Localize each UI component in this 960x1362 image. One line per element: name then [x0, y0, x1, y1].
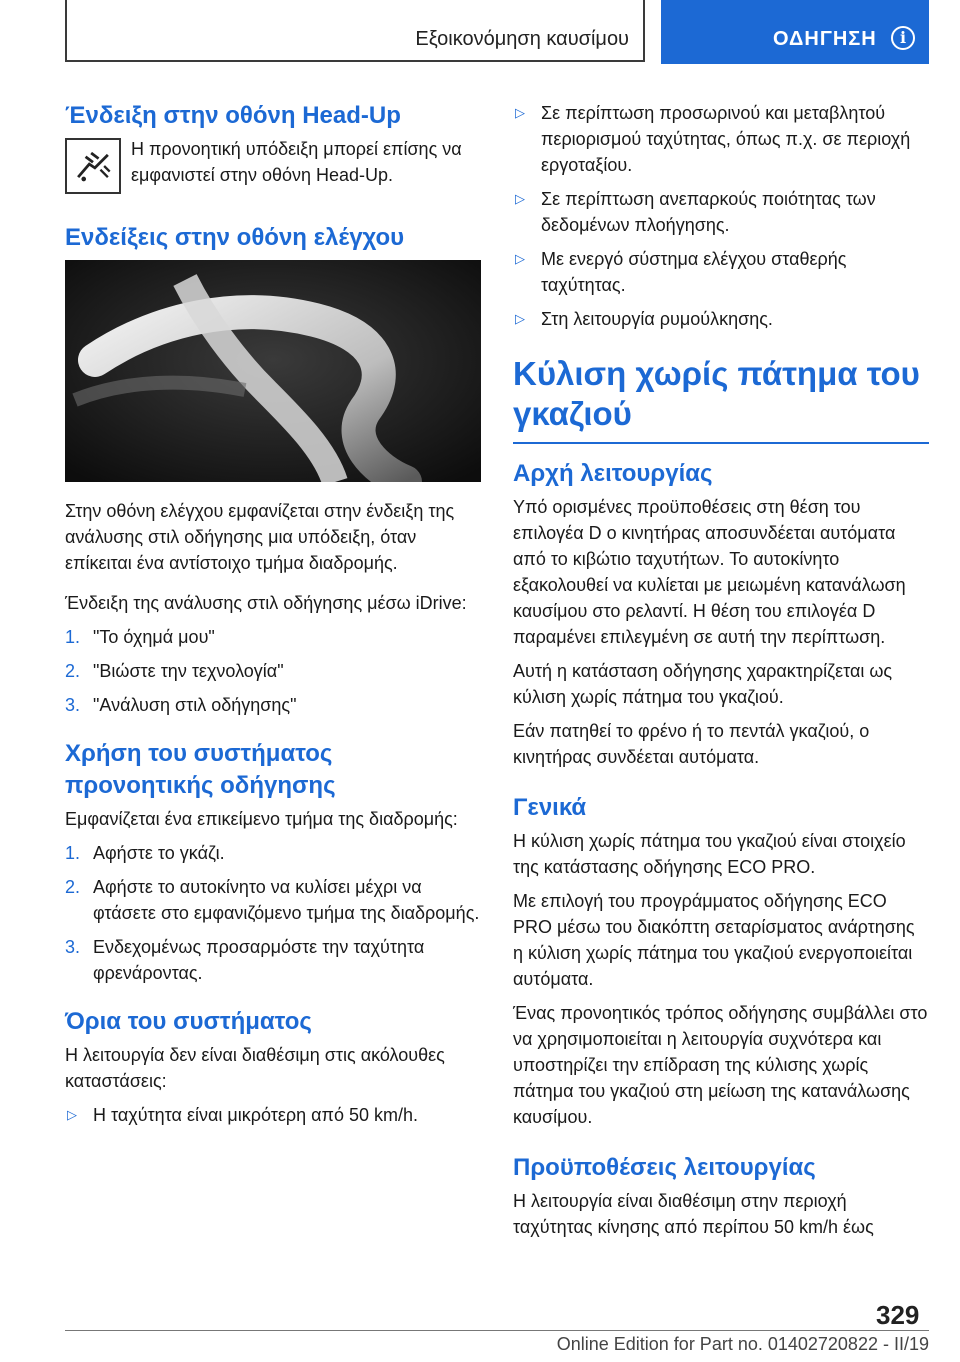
section-tab-label: Εξοικονόμηση καυσίμου — [415, 28, 629, 50]
general-text-3: Ένας προνοητικός τρόπος οδήγησης συμβάλλει στο να χρησιμοποιείται η λειτουργία συχνότερα και υποστηρίζει την επίδραση της κύλισης χωρίς πάτημα του γκαζιού στη μείωση της κατανάλωσης καυσίμου. — [513, 1003, 928, 1127]
control-display-text-1: Στην οθόνη ελέγχου εμφανίζεται στην ένδειξη της ανάλυσης στιλ οδήγησης μια υπόδειξη, όταν επίκειται ένα αντίστοιχο τμήμα διαδρομής. — [65, 501, 455, 573]
list-item: 3. Ενδεχομένως προσαρμόστε την ταχύτητα φρενάροντας. — [65, 937, 425, 983]
list-item: ▷ Σε περίπτωση προσωρινού και μεταβλητού περιορισμού ταχύτητας, όπως π.χ. σε περιοχή εργοταξίου. — [513, 100, 929, 178]
heading-using-system: Χρήση του συστήματος προνοητικής οδήγησης — [65, 740, 336, 799]
head-up-display-icon — [65, 138, 121, 194]
heading-rule — [513, 442, 929, 444]
heading-system-limits: Όρια του συστήματος — [65, 1008, 312, 1035]
head-up-note — [65, 136, 481, 194]
list-item: 2. Αφήστε το αυτοκίνητο να κυλίσει μέχρι να φτάσετε στο εμφανιζόμενο τμήμα της διαδρομής. — [65, 877, 480, 923]
control-display-text-2: Ένδειξη της ανάλυσης στιλ οδήγησης μέσω iDrive: — [65, 593, 467, 613]
page-header — [65, 0, 929, 64]
section-tab[interactable] — [65, 0, 645, 62]
using-system-text: Εμφανίζεται ένα επικείμενο τμήμα της διαδρομής: — [65, 809, 458, 829]
chapter-tab-active[interactable] — [661, 0, 929, 64]
list-item: 3. "Ανάλυση στιλ οδήγησης" — [65, 695, 297, 715]
system-limits-list — [65, 1102, 481, 1128]
list-item: 1. "Το όχημά μου" — [65, 627, 215, 647]
heading-coasting: Κύλιση χωρίς πάτημα του γκαζιού — [513, 355, 920, 432]
heading-general: Γενικά — [513, 794, 587, 821]
idrive-steps — [65, 624, 481, 718]
footer-rule — [65, 1330, 929, 1331]
principle-text-2: Αυτή η κατάσταση οδήγησης χαρακτηρίζεται ως κύλιση χωρίς πάτημα του γκαζιού. — [513, 661, 893, 707]
triangle-bullet-icon: ▷ — [515, 191, 525, 206]
list-item: ▷ Στη λειτουργία ρυμούλκησης. — [513, 306, 929, 332]
triangle-bullet-icon: ▷ — [515, 251, 525, 266]
triangle-bullet-icon: ▷ — [67, 1107, 77, 1122]
principle-text-1: Υπό ορισμένες προϋποθέσεις στη θέση του επιλογέα D ο κινητήρας αποσυνδέεται αυτόματα από το κιβώτιο ταχυτήτων. Το αυτοκίνητο εξακολουθεί να κυλίεται με μειωμένη κατανάλωση καυσίμου στο ρελαντί. Η θέση του επιλογέα D παραμένει επιλεγμένη σε αυτή την περίπτωση. — [513, 497, 906, 647]
heading-principle: Αρχή λειτουργίας — [513, 460, 713, 487]
system-limits-list-cont — [513, 100, 929, 332]
list-item: 2. "Βιώστε την τεχνολογία" — [65, 661, 284, 681]
right-column — [513, 100, 929, 1248]
principle-text-3: Εάν πατηθεί το φρένο ή το πεντάλ γκαζιού, ο κινητήρας συνδέεται αυτόματα. — [513, 721, 870, 767]
heading-control-display: Ενδείξεις στην οθόνη ελέγχου — [65, 224, 405, 251]
page-number: 329 — [876, 1300, 920, 1330]
left-column — [65, 100, 481, 1138]
list-item: 1. Αφήστε το γκάζι. — [65, 843, 225, 863]
heading-head-up: Ένδειξη στην οθόνη Head-Up — [65, 102, 401, 129]
system-limits-text: Η λειτουργία δεν είναι διαθέσιμη στις ακόλουθες καταστάσεις: — [65, 1045, 445, 1091]
triangle-bullet-icon: ▷ — [515, 105, 525, 120]
road-illustration — [65, 260, 481, 482]
using-system-steps — [65, 840, 481, 986]
chapter-tab-label: ΟΔΗΓΗΣΗ — [773, 28, 877, 50]
requirements-text: Η λειτουργία είναι διαθέσιμη στην περιοχή ταχύτητας κίνησης από περίπου 50 km/h έως — [513, 1191, 874, 1237]
info-icon: i — [891, 26, 915, 50]
general-text-1: Η κύλιση χωρίς πάτημα του γκαζιού είναι στοιχείο της κατάστασης οδήγησης ECO PRO. — [513, 831, 906, 877]
general-text-2: Με επιλογή του προγράμματος οδήγησης ECO PRO μέσω του διακόπτη σεταρίσματος ανάρτησης η κύλιση χωρίς πάτημα του γκαζιού ενεργοποιείται αυτόματα. — [513, 891, 915, 989]
head-up-text: Η προνοητική υπόδειξη μπορεί επίσης να εμφανιστεί στην οθόνη Head-Up. — [131, 139, 462, 185]
triangle-bullet-icon: ▷ — [515, 311, 525, 326]
footer-edition: Online Edition for Part no. 01402720822 - II/19 — [556, 1334, 929, 1354]
list-item: ▷ Η ταχύτητα είναι μικρότερη από 50 km/h. — [65, 1102, 481, 1128]
list-item: ▷ Σε περίπτωση ανεπαρκούς ποιότητας των δεδομένων πλοήγησης. — [513, 186, 929, 238]
heading-requirements: Προϋποθέσεις λειτουργίας — [513, 1154, 816, 1181]
list-item: ▷ Με ενεργό σύστημα ελέγχου σταθερής ταχύτητας. — [513, 246, 929, 298]
